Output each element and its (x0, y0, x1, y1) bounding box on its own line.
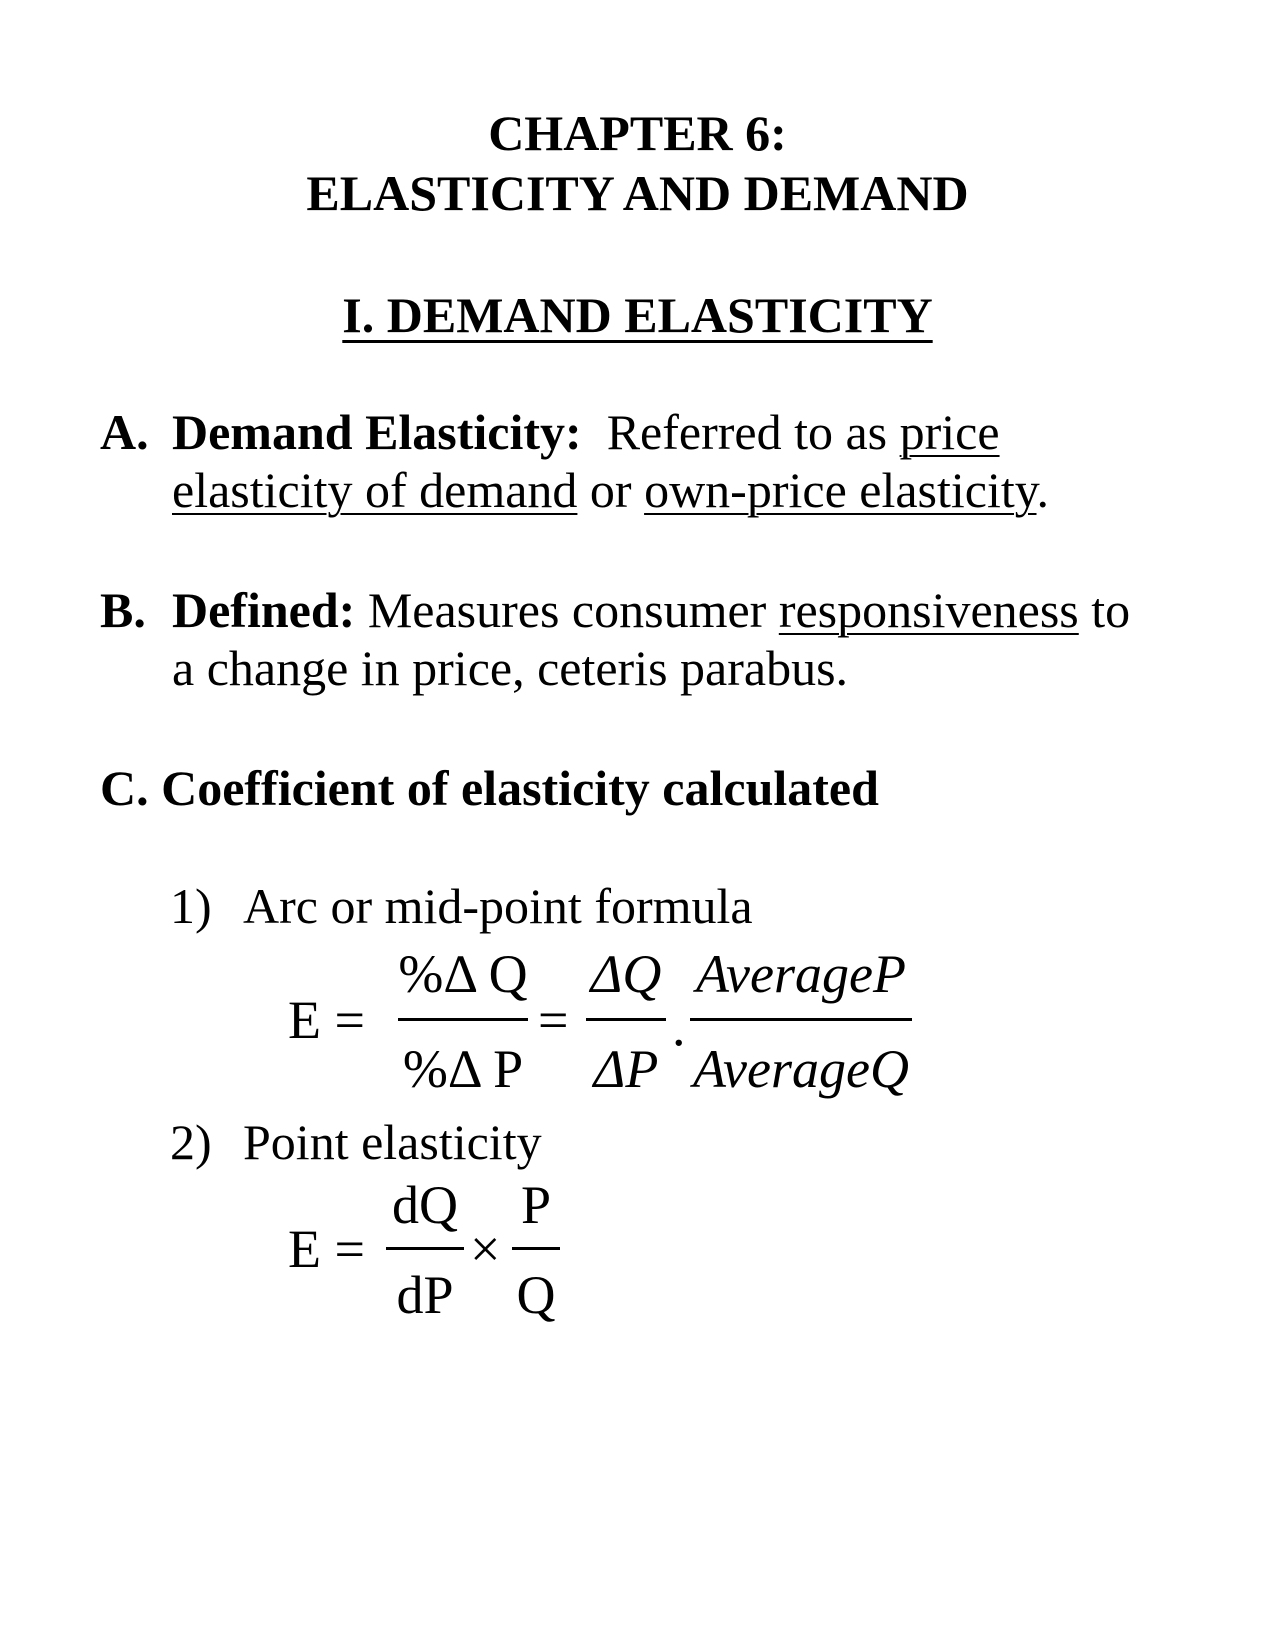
section-heading-text: I. DEMAND ELASTICITY (342, 287, 933, 343)
arc-numerator-1: %Δ Q (398, 944, 528, 1004)
section-heading (0, 286, 1275, 344)
arc-fraction-bar-3 (690, 1018, 912, 1021)
arc-dot: . (672, 997, 686, 1057)
item-b-underlined-responsiveness: responsiveness (778, 582, 1079, 638)
point-formula-heading (170, 1113, 542, 1171)
item-a-underlined-elasticity-of-demand: elasticity of demand (172, 462, 578, 518)
item-a-or: or (589, 462, 632, 518)
item-a-text: Referred to as (606, 404, 888, 460)
item-c-text: Coefficient of elasticity calculated (161, 760, 879, 816)
arc-denominator-2: ΔP (593, 1039, 659, 1099)
point-lhs: E = (288, 1219, 365, 1279)
item-a-underlined-price: price (899, 404, 1000, 460)
item-b-to: to (1091, 582, 1131, 638)
item-b-letter: B. (100, 582, 146, 638)
arc-formula-heading (170, 877, 753, 935)
chapter-title: ELASTICITY AND DEMAND (306, 165, 969, 221)
item-b (100, 581, 1130, 697)
item-c-letter: C. (100, 760, 149, 816)
point-numerator-1: dQ (392, 1175, 458, 1235)
item-c (100, 759, 879, 817)
point-fraction-bar-2 (512, 1247, 560, 1250)
point-number: 2) (170, 1114, 212, 1170)
item-a (100, 403, 1049, 519)
arc-equals: = (538, 990, 569, 1050)
item-b-line2: a change in price, ceteris parabus. (172, 640, 849, 696)
point-denominator-1: dP (396, 1265, 454, 1325)
item-a-term: Demand Elasticity: (172, 404, 582, 460)
arc-numerator-2: ΔQ (590, 944, 662, 1004)
point-label: Point elasticity (243, 1114, 542, 1170)
arc-label: Arc or mid-point formula (243, 878, 753, 934)
point-times: × (470, 1219, 501, 1279)
arc-number: 1) (170, 878, 212, 934)
arc-fraction-bar-2 (586, 1018, 666, 1021)
arc-denominator-1: %Δ P (402, 1039, 524, 1099)
point-numerator-2: P (520, 1175, 552, 1235)
point-fraction-bar-1 (386, 1247, 464, 1250)
point-denominator-2: Q (516, 1265, 556, 1325)
arc-fraction-bar-1 (398, 1018, 528, 1021)
arc-lhs: E = (288, 990, 365, 1050)
arc-numerator-3: AverageP (696, 944, 906, 1004)
chapter-number: CHAPTER 6: (488, 105, 787, 161)
item-a-underlined-own-price: own-price elasticity (644, 462, 1037, 518)
item-b-text: Measures consumer (367, 582, 767, 638)
item-a-letter: A. (100, 404, 149, 460)
item-a-period: . (1036, 462, 1050, 518)
item-b-term: Defined: (172, 582, 356, 638)
arc-denominator-3: AverageQ (693, 1039, 909, 1099)
